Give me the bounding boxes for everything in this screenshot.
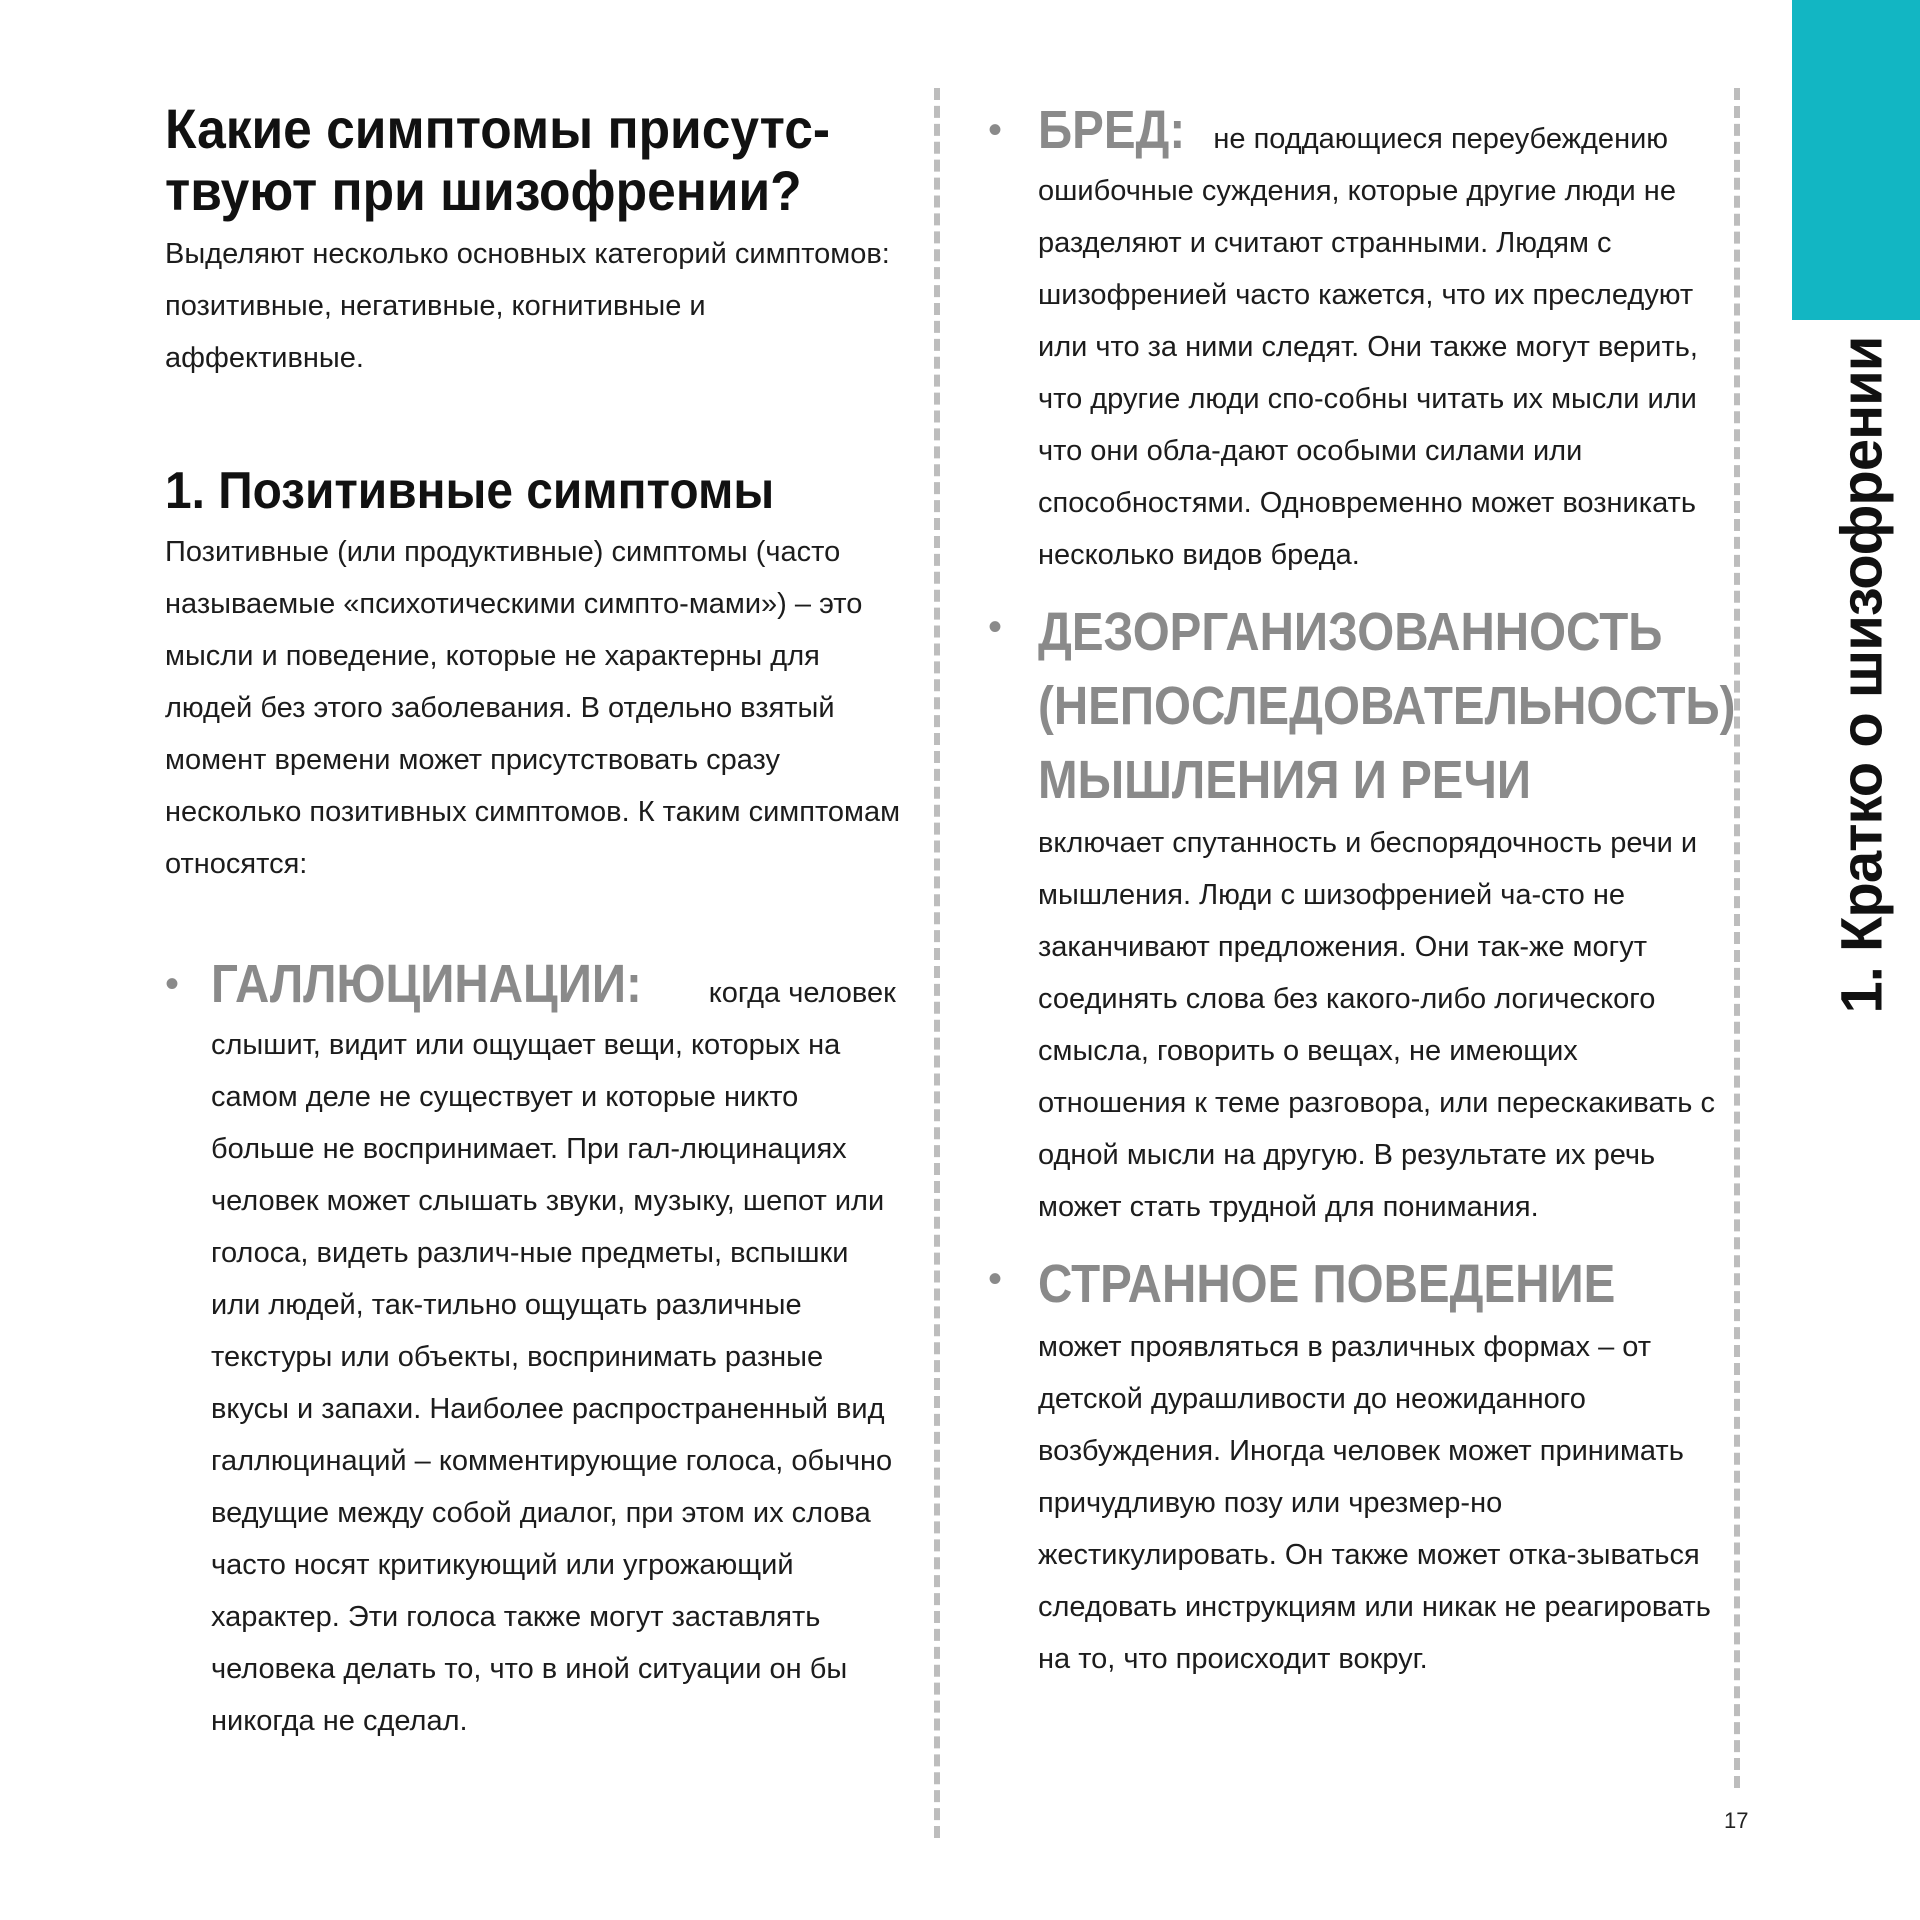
delusion-text: ошибочные суждения, которые другие люди не разделяют и считают странными. Людям с шизофренией часто кажется, что их преследуют или что за ними следят. Они также могут верить, что другие люди спо-собны читать их мысли или что они обла-дают особыми силами или способностями. Одновременно может возникать несколько видов бреда.	[1038, 175, 1698, 571]
section-title: 1. Позитивные симптомы	[165, 462, 775, 520]
disorganization-text: включает спутанность и беспорядочность речи и мышления. Люди с шизофренией ча-сто не заканчивают предложения. Они так-же могут соединять слова без какого-либо логического смысла, говорить о вещах, не имеющих отношения к теме разговора, или перескакивать с одной мысли на другую. В результате их речь может стать трудной для понимания.	[1038, 827, 1715, 1223]
bullet-hallucinations	[165, 952, 905, 1747]
page-number: 17	[1724, 1808, 1749, 1833]
left-column	[165, 98, 905, 1747]
disorganization-term-line2: (НЕПОСЛЕДОВАТЕЛЬНОСТЬ)	[1038, 676, 1736, 736]
strange-behavior-text: может проявляться в различных формах – от детской дурашливости до неожиданного возбуждения. Иногда человек может принимать причудливую позу или чрезмер-но жестикулировать. Он также может отка-зываться следовать инструкциям или никак не реагировать на то, что происходит вокруг.	[1038, 1331, 1711, 1675]
page-title	[165, 98, 846, 222]
page-title-line2: твуют при шизофрении?	[165, 159, 802, 222]
bullet-disorganization	[988, 595, 1736, 1233]
bullet-dot: •	[165, 962, 180, 1006]
delusion-lead: не поддающиеся переубеждению	[1213, 123, 1669, 155]
hallucinations-text: слышит, видит или ощущает вещи, которых на самом деле не существует и которые никто больше не воспринимает. При гал-люцинациях человек может слышать звуки, музыку, шепот или голоса, видеть различ-ные предметы, вспышки или людей, так-тильно ощущать различные текстуры или объекты, воспринимать разные вкусы и запахи. Наиболее распространенный вид галлюцинаций – комментирующие голоса, обычно ведущие между собой диалог, при этом их слова часто носят критикующий или угрожающий характер. Эти голоса также могут заставлять человека делать то, что в иной ситуации он бы никогда не сделал.	[211, 1029, 893, 1737]
hallucinations-body	[211, 952, 905, 1747]
column-divider-left	[934, 88, 940, 1838]
disorganization-term-line1: ДЕЗОРГАНИЗОВАННОСТЬ	[1038, 602, 1663, 662]
chapter-title: 1. Кратко о шизофрении	[1829, 336, 1895, 1014]
hallucinations-lead: когда человек	[708, 977, 896, 1009]
bullet-delusion	[988, 98, 1718, 581]
chapter-tab	[1792, 0, 1920, 320]
disorganization-term-line3: МЫШЛЕНИЯ И РЕЧИ	[1038, 750, 1532, 810]
bullet-dot: •	[988, 108, 1003, 152]
bullet-dot: •	[988, 605, 1003, 649]
bullet-dot: •	[988, 1257, 1003, 1301]
delusion-body	[1038, 98, 1718, 581]
strange-behavior-term: СТРАННОЕ ПОВЕДЕНИЕ	[1038, 1254, 1616, 1314]
intro-text: Выделяют несколько основных категорий симптомов: позитивные, негативные, когнитивные и аффективные.	[165, 238, 890, 374]
right-column	[988, 98, 1736, 1685]
hallucinations-term: ГАЛЛЮЦИНАЦИИ:	[211, 954, 642, 1014]
disorganization-term	[1038, 595, 1736, 817]
section-text: Позитивные (или продуктивные) симптомы (часто называемые «психотическими симпто-мами») – это мысли и поведение, которые не характерны для людей без этого заболевания. В отдельно взятый момент времени может присутствовать сразу несколько позитивных симптомов. К таким симптомам относятся:	[165, 536, 901, 880]
column-divider-right	[1734, 88, 1740, 1788]
page-title-line1: Какие симптомы присутс-	[165, 97, 831, 160]
delusion-term: БРЕД:	[1038, 100, 1186, 160]
bullet-strange-behavior	[988, 1247, 1718, 1685]
